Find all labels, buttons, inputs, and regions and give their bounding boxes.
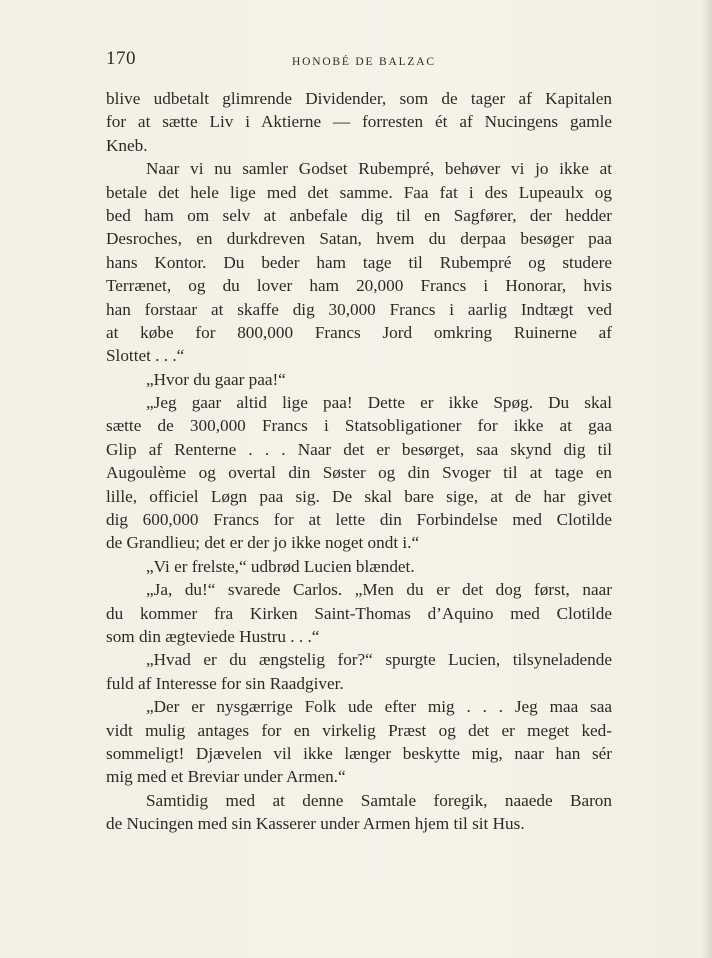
text-line: som din ægteviede Hustru . . .“ [106,626,320,646]
text-line: „Hvad er du ængstelig for?“ spurgte Lucien, tilsyneladende [146,650,612,670]
text-line: betale det hele lige med det samme. Faa fat i des Lupeaulx og [106,182,612,202]
text-line: dig 600,000 Francs for at lette din Forbindelse med Clotilde [106,510,612,530]
page-edge-shadow [702,0,712,958]
body-text [106,87,612,836]
text-line: bed ham om selv at anbefale dig til en Sagfører, der hedder [106,205,612,225]
text-line: Samtidig med at denne Samtale foregik, naaede Baron [146,790,612,810]
text-line: at købe for 800,000 Francs Jord omkring Ruinerne af [106,322,612,342]
text-line: „Hvor du gaar paa!“ [146,369,286,389]
text-line: mig med et Breviar under Armen.“ [106,767,346,787]
page-number: 170 [106,48,136,69]
text-line: de Grandlieu; det er der jo ikke noget ondt i.“ [106,533,420,553]
page-header [106,48,612,78]
text-line: lille, officiel Løgn paa sig. De skal bare sige, at de har givet [106,486,612,506]
text-line: du kommer fra Kirken Saint-Thomas d’Aquino med Clotilde [106,603,612,623]
text-line: Kneb. [106,135,148,155]
text-line: Naar vi nu samler Godset Rubempré, behøver vi jo ikke at [146,159,612,179]
text-line: hans Kontor. Du beder ham tage til Rubempré og studere [106,252,612,272]
text-line: Augoulème og overtal din Søster og din Svoger til at tage en [106,463,612,483]
text-line: for at sætte Liv i Aktierne — forresten ét af Nucingens gamle [106,112,612,132]
text-line: sommeligt! Djævelen vil ikke længer beskytte mig, naar han sér [106,743,612,763]
text-line: vidt mulig antages for en virkelig Præst og det er meget ked- [106,720,612,740]
text-line: fuld af Interesse for sin Raadgiver. [106,673,344,693]
text-line: han forstaar at skaffe dig 30,000 Francs i aarlig Indtægt ved [106,299,612,319]
text-line: sætte de 300,000 Francs i Statsobligationer for ikke at gaa [106,416,612,436]
running-head: HONOBÉ DE BALZAC [292,56,436,68]
text-line: „Jeg gaar altid lige paa! Dette er ikke Spøg. Du skal [146,393,612,413]
text-line: „Ja, du!“ svarede Carlos. „Men du er det dog først, naar [146,580,612,600]
text-line: „Der er nysgærrige Folk ude efter mig . . . Jeg maa saa [146,697,612,717]
text-line: Desroches, en durkdreven Satan, hvem du derpaa besøger paa [106,229,612,249]
text-line: Terrænet, og du lover ham 20,000 Francs i Honorar, hvis [106,276,612,296]
text-line: de Nucingen med sin Kasserer under Armen hjem til sit Hus. [106,814,525,834]
text-line: „Vi er frelste,“ udbrød Lucien blændet. [146,556,415,576]
text-line: Glip af Renterne . . . Naar det er besørget, saa skynd dig til [106,439,612,459]
text-line: Slottet . . .“ [106,346,185,366]
text-line: blive udbetalt glimrende Dividender, som de tager af Kapitalen [106,89,612,108]
